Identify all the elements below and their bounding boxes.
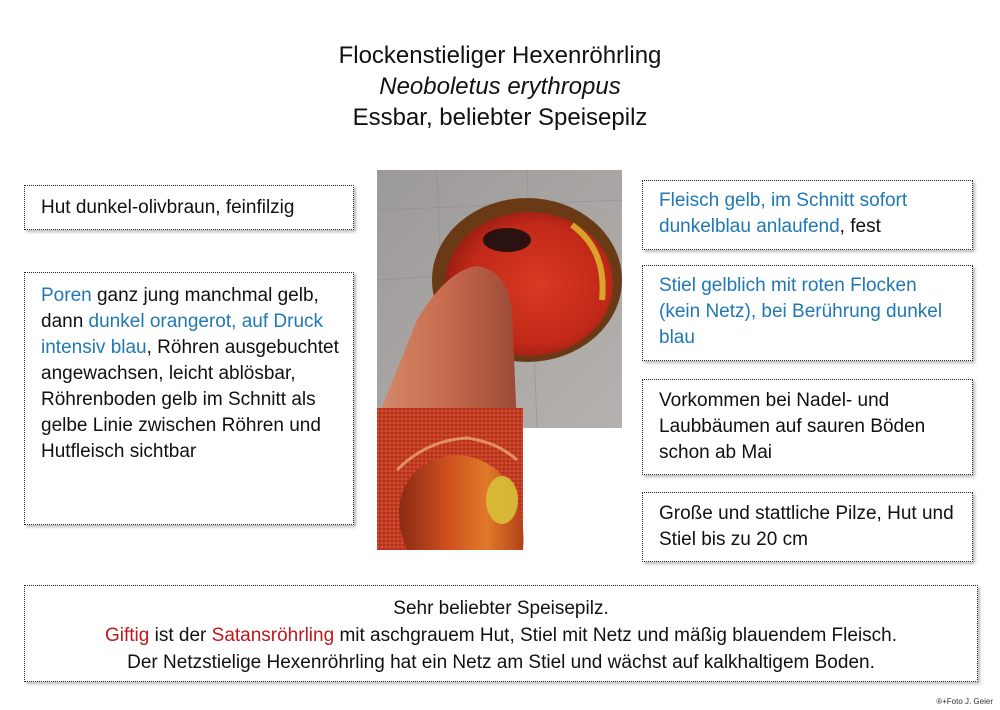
fleisch-highlight: Fleisch gelb, im Schnitt sofort dunkelblau anlaufend [659, 190, 908, 237]
page-header [0, 40, 1000, 133]
vorkommen-text: Vorkommen bei Nadel- und Laubbäumen auf sauren Böden schon ab Mai [659, 390, 926, 463]
page-title: Flockenstieliger Hexenröhrling [338, 42, 662, 69]
summary-line-3: Der Netzstielige Hexenröhrling hat ein Netz am Stiel und wächst auf kalkhaltigem Boden. [127, 652, 875, 673]
summary-text-rest: mit aschgrauem Hut, Stiel mit Netz und mäßig blauendem Fleisch. [334, 625, 898, 646]
fleisch-text: , fest [839, 216, 881, 237]
info-box-fleisch [642, 180, 973, 250]
latin-name: Neoboletus erythropus [379, 73, 621, 100]
poren-highlight: Poren [41, 285, 92, 306]
stiel-text: Stiel gelblich mit roten Flocken (kein Netz), bei Berührung dunkel blau [659, 275, 943, 348]
poren-text-2: , Röhren ausgebuchtet angewachsen, leicht ablösbar, Röhrenboden gelb im Schnitt als gelbe Linie zwischen Röhren und Hutfleisch sichtbar [41, 337, 339, 462]
summary-line-2 [35, 622, 967, 649]
info-box-stiel [642, 265, 973, 361]
summary-line-1: Sehr beliebter Speisepilz. [393, 598, 609, 619]
poren-highlight-2: dunkel orangerot, auf Druck intensiv blau [41, 311, 324, 358]
grosse-text: Große und stattliche Pilze, Hut und Stiel bis zu 20 cm [659, 503, 954, 550]
warning-satansroehrling: Satansröhrling [211, 625, 335, 646]
edibility-subtitle: Essbar, beliebter Speisepilz [352, 104, 648, 131]
info-box-hut [24, 185, 354, 230]
poren-text-1: ganz jung manchmal gelb, dann [41, 285, 319, 332]
warning-giftig: Giftig [104, 625, 150, 646]
photo-credit: ®+Foto J. Geier [936, 697, 993, 706]
info-box-grosse [642, 492, 973, 562]
summary-box [24, 585, 978, 682]
info-box-vorkommen [642, 379, 973, 475]
hut-text: Hut dunkel-olivbraun, feinfilzig [41, 197, 295, 218]
mushroom-photo [377, 170, 622, 550]
summary-text-mid: ist der [149, 625, 212, 646]
bruise-spot [483, 228, 531, 252]
info-box-poren [24, 272, 354, 525]
